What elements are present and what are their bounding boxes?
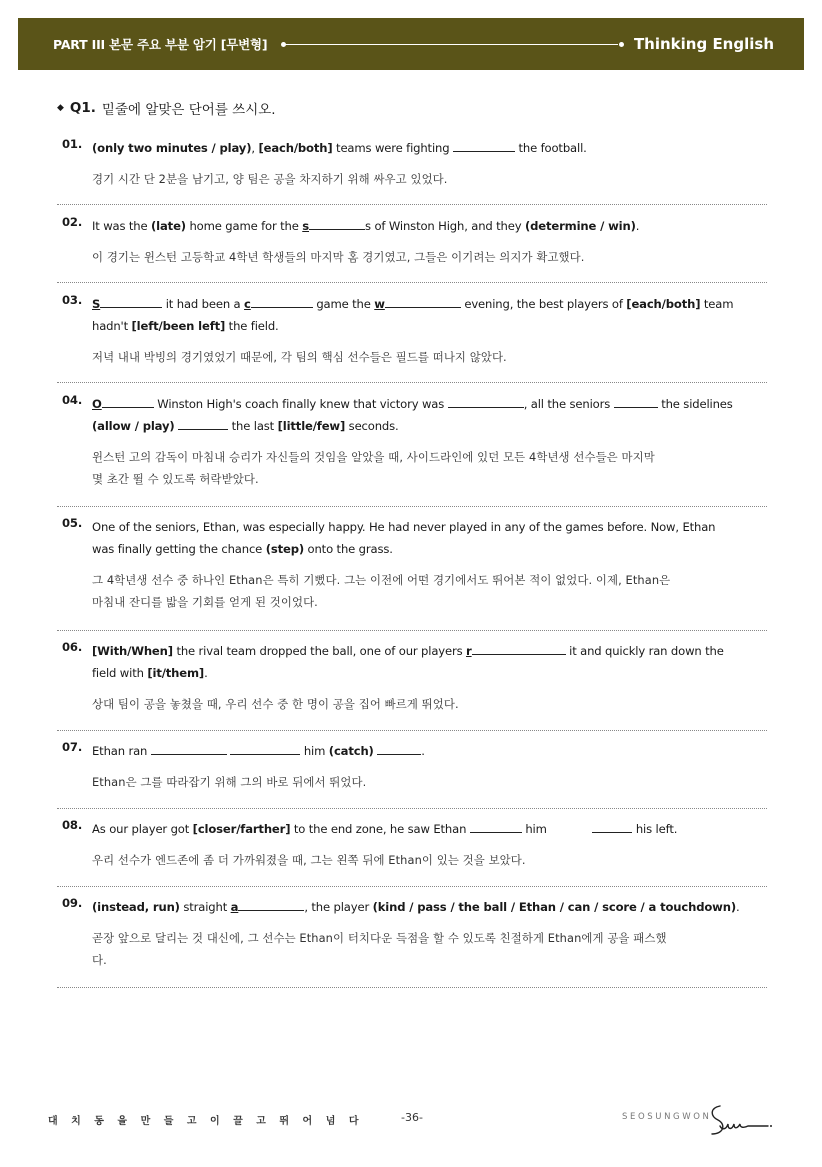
answer-blank[interactable] [592,820,632,833]
header-divider [281,38,624,50]
item-07 [62,740,768,793]
english-sentence: S it had been a c game the w evening, the best players of [each/both] team hadn't [left/been left] the field. [92,297,734,333]
item-number: 09. [62,896,83,910]
item-number: 08. [62,818,83,832]
dotted-divider [57,204,767,205]
korean-translation: 우리 선수가 엔드존에 좀 더 가까워졌을 때, 그는 왼쪽 뒤에 Ethan이 있는 것을 보았다. [92,853,526,867]
item-number: 05. [62,516,83,530]
answer-blank[interactable] [251,295,313,308]
korean-translation: 그 4학년생 선수 중 하나인 Ethan은 특히 기뻤다. 그는 이전에 어떤 경기에서도 뛰어본 적이 없었다. 이제, Ethan은 마침내 잔디를 밟을 기회를 얻게 된 것이었다. [92,573,671,609]
item-number: 07. [62,740,83,754]
english-sentence: It was the (late) home game for the s s of Winston High, and they (determine / win). [92,219,640,233]
dotted-divider [57,382,767,383]
footer-brand: SEOSUNGWON [622,1112,712,1122]
part-title: PART III 본문 주요 부분 암기 [무변형] [53,37,268,52]
english-sentence: O Winston High's coach finally knew that victory was , all the seniors the sidelines (allow / play) the last [little/few] seconds. [92,397,733,433]
answer-blank[interactable] [309,217,365,230]
question-number: Q1. [69,100,96,116]
korean-translation: 상대 팀이 공을 놓쳤을 때, 우리 선수 중 한 명이 공을 집어 빠르게 뛰었다. [92,697,459,711]
item-number: 03. [62,293,83,307]
korean-translation: 저녁 내내 박빙의 경기였었기 때문에, 각 팀의 핵심 선수들은 필드를 떠나지 않았다. [92,350,507,364]
korean-translation: 곧장 앞으로 달리는 것 대신에, 그 선수는 Ethan이 터치다운 득점을 할 수 있도록 친절하게 Ethan에게 공을 패스했 다. [92,931,667,967]
english-sentence: (instead, run) straight a , the player (kind / pass / the ball / Ethan / can / score / a touchdown). [92,900,740,914]
page-number: -36- [401,1111,423,1124]
dotted-divider [57,630,767,631]
dotted-divider [57,730,767,731]
page-header [18,18,804,70]
dotted-divider [57,282,767,283]
english-sentence: [With/When] the rival team dropped the ball, one of our players r it and quickly ran down the field with [it/them]. [92,644,724,680]
item-number: 06. [62,640,83,654]
korean-translation: 윈스턴 고의 감독이 마침내 승리가 자신들의 것임을 알았을 때, 사이드라인에 있던 모든 4학년생 선수들은 마지막 몇 초간 뛸 수 있도록 허락받았다. [92,450,655,486]
question-instruction: 밑줄에 알맞은 단어를 쓰시오. [101,102,276,118]
answer-blank[interactable] [230,742,300,755]
item-02 [62,215,768,268]
answer-blank[interactable] [102,395,154,408]
item-03 [62,293,768,368]
item-number: 04. [62,393,83,407]
korean-translation: Ethan은 그를 따라잡기 위해 그의 바로 뒤에서 뛰었다. [92,775,367,789]
dotted-divider [57,506,767,507]
diamond-bullet-icon: ◆ [57,103,64,113]
answer-blank[interactable] [151,742,227,755]
item-05 [62,516,768,613]
korean-translation: 경기 시간 단 2분을 남기고, 양 팀은 공을 차지하기 위해 싸우고 있었다. [92,172,448,186]
answer-blank[interactable] [453,139,515,152]
dotted-divider [57,808,767,809]
answer-blank[interactable] [377,742,421,755]
answer-blank[interactable] [470,820,522,833]
answer-blank[interactable] [472,642,566,655]
item-04 [62,393,768,490]
english-sentence: One of the seniors, Ethan, was especially happy. He had never played in any of the games before. Now, Ethan was finally getting the chance (step) onto the grass. [92,520,716,556]
dotted-divider [57,886,767,887]
item-06 [62,640,768,715]
signature-icon [706,1100,774,1140]
item-01 [62,137,768,190]
answer-blank[interactable] [100,295,162,308]
brand-title: Thinking English [633,35,774,53]
item-number: 02. [62,215,83,229]
answer-blank[interactable] [614,395,658,408]
answer-blank[interactable] [238,898,304,911]
answer-blank[interactable] [448,395,524,408]
dotted-divider [57,987,767,988]
korean-translation: 이 경기는 윈스턴 고등학교 4학년 학생들의 마지막 홈 경기였고, 그들은 이기려는 의지가 확고했다. [92,250,585,264]
footer-motto: 대 치 동 을 만 들 고 이 끌 고 뛰 어 넘 다 [48,1116,364,1127]
english-sentence: Ethan ran him (catch) . [92,744,425,758]
item-08 [62,818,768,871]
english-sentence: As our player got [closer/farther] to the end zone, he saw Ethan him his left. [92,822,678,836]
english-sentence: (only two minutes / play), [each/both] teams were fighting the football. [92,141,587,155]
question-title [57,98,276,118]
answer-blank[interactable] [178,417,228,430]
item-number: 01. [62,137,83,151]
item-09 [62,896,768,971]
answer-blank[interactable] [385,295,461,308]
